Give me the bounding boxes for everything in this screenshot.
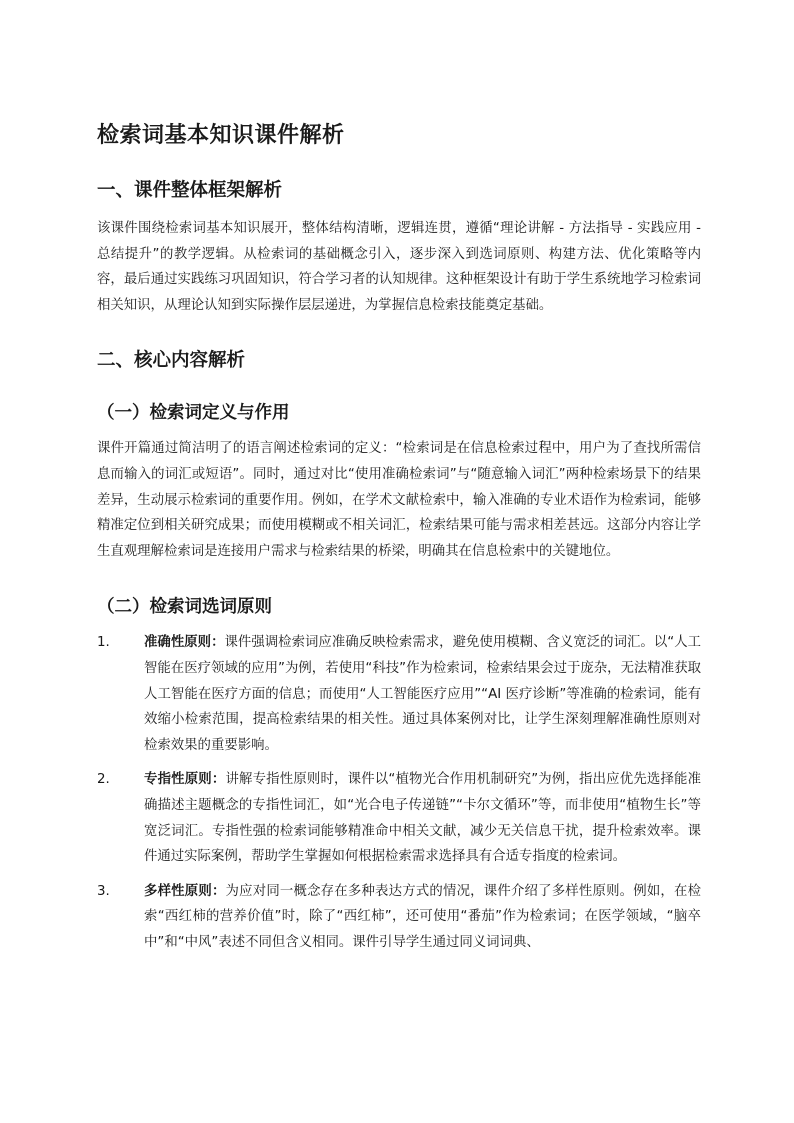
framework-paragraph: 该课件围绕检索词基本知识展开，整体结构清晰，逻辑连贯，遵循“理论讲解 - 方法指导 - 实践应用 - 总结提升”的教学逻辑。从检索词的基础概念引入，逐步深入到选词原则、构建方法、优化策略等内容，最后通过实践练习巩固知识，符合学习者的认知规律。这种框架设计有助于学生系统地学习检索词相关知识，从理论认知到实际操作层层递进，为掌握信息检索技能奠定基础。: [97, 221, 701, 313]
list-item: [97, 767, 701, 869]
principles-list: [97, 630, 701, 955]
subsection-heading-principles: （二）检索词选词原则: [97, 597, 272, 618]
list-item: [97, 879, 701, 956]
spacer: [97, 318, 701, 346]
spacer: [97, 386, 701, 398]
principle-term: 准确性原则：: [144, 635, 225, 651]
document-page: [97, 118, 701, 964]
definition-paragraph: 课件开篇通过简洁明了的语言阐述检索词的定义：“检索词是在信息检索过程中，用户为了查找所需信息而输入的词汇或短语”。同时，通过对比“使用准确检索词”与“随意输入词汇”两种检索场景下的结果差异，生动展示检索词的重要作用。例如，在学术文献检索中，输入准确的专业术语作为检索词，能够精准定位到相关研究成果；而使用模糊或不相关词汇，检索结果可能与需求相差甚远。这部分内容让学生直观理解检索词是连接用户需求与检索结果的桥梁，明确其在信息检索中的关键地位。: [97, 441, 701, 559]
principle-text: 课件强调检索词应准确反映检索需求，避免使用模糊、含义宽泛的词汇。以“人工智能在医疗领域的应用”为例，若使用“科技”作为检索词，检索结果会过于庞杂，无法精准获取人工智能在医疗方面的信息；而使用“人工智能医疗应用”“AI 医疗诊断”等准确的检索词，能有效缩小检索范围，提高检索结果的相关性。通过具体案例对比，让学生深刻理解准确性原则对检索效果的重要影响。: [144, 635, 702, 753]
list-item-number: 1.: [97, 635, 110, 651]
principle-text: 为应对同一概念存在多种表达方式的情况，课件介绍了多样性原则。例如，在检索“西红柿的营养价值”时，除了“西红柿”，还可使用“番茄”作为检索词；在医学领域，“脑卒中”和“中风”表述不同但含义相同。课件引导学生通过同义词词典、: [144, 883, 702, 950]
list-item: [97, 630, 701, 758]
principle-term: 专指性原则：: [144, 772, 226, 788]
subsection-heading-definition: （一）检索词定义与作用: [97, 403, 290, 424]
section-heading-framework: 一、课件整体框架解析: [97, 180, 283, 201]
page-title: 检索词基本知识课件解析: [97, 123, 345, 148]
section-heading-core-content: 二、核心内容解析: [97, 350, 246, 372]
principle-text: 讲解专指性原则时，课件以“植物光合作用机制研究”为例，指出应优先选择能准确描述主题概念的专指性词汇，如“光合电子传递链”“卡尔文循环”等，而非使用“植物生长”等宽泛词汇。专指性强的检索词能够精准命中相关文献，减少无关信息干扰，提升检索效率。课件通过实际案例，帮助学生掌握如何根据检索需求选择具有合适专指度的检索词。: [144, 772, 702, 865]
principle-term: 多样性原则：: [144, 883, 226, 899]
list-item-number: 3.: [97, 883, 110, 899]
list-item-number: 2.: [97, 772, 110, 788]
spacer: [97, 564, 701, 592]
